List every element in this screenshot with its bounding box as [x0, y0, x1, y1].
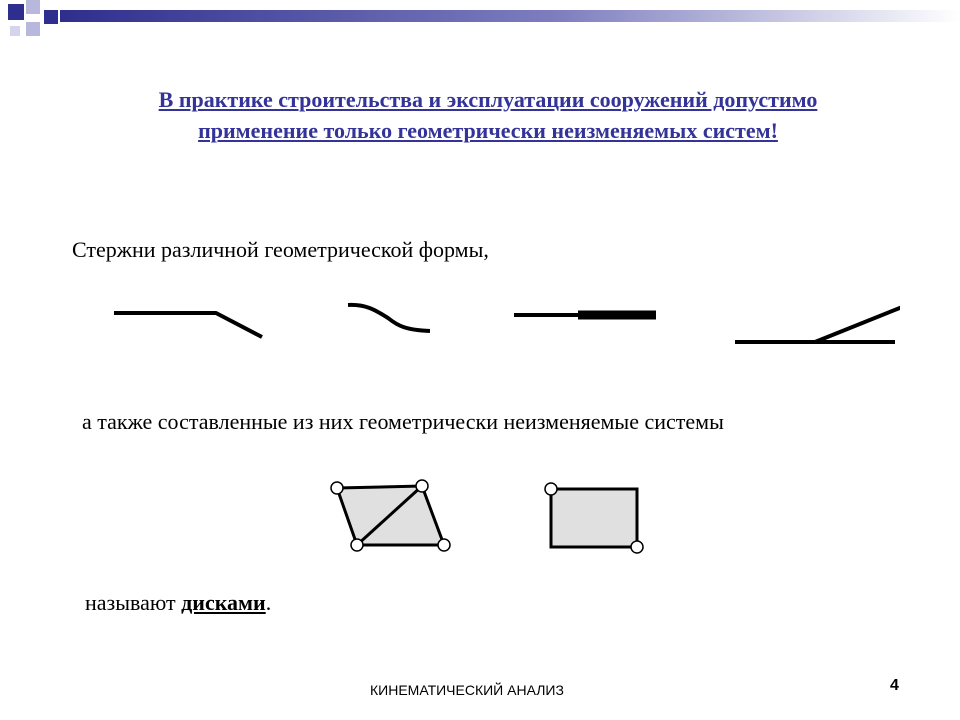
systems-figure [320, 475, 660, 565]
hinge-node [438, 539, 450, 551]
slide-title: В практике строительства и эксплуатации сооружений допустимо применение только геометрически неизменяемых систем! [158, 87, 818, 143]
hinge-node [331, 482, 343, 494]
slide-number: 4 [890, 677, 899, 694]
header-square [8, 4, 24, 20]
disks-term: дисками [181, 590, 266, 615]
branch-rod-arm [815, 295, 900, 342]
footer-title: КИНЕМАТИЧЕСКИЙ АНАЛИЗ [370, 682, 564, 698]
hinge-node [416, 480, 428, 492]
header-gradient-bar [60, 10, 960, 22]
hinge-node [631, 541, 643, 553]
rectangle-disk [551, 489, 637, 547]
systems-caption: а также составленные из них геометрически неизменяемые системы [82, 409, 724, 434]
header-square [26, 0, 40, 14]
rods-caption: Стержни различной геометрической формы, [72, 237, 489, 262]
header-square [44, 10, 58, 24]
disks-caption-prefix: называют [85, 590, 182, 615]
disks-caption-suffix: . [265, 590, 272, 615]
header-decoration [0, 0, 960, 40]
header-square [26, 22, 40, 36]
disks-caption [85, 590, 271, 616]
bent-rod [114, 313, 262, 337]
hinge-node [545, 483, 557, 495]
rods-figure [100, 280, 900, 370]
header-square [10, 26, 20, 36]
curved-rod [348, 305, 430, 331]
hinge-node [351, 539, 363, 551]
